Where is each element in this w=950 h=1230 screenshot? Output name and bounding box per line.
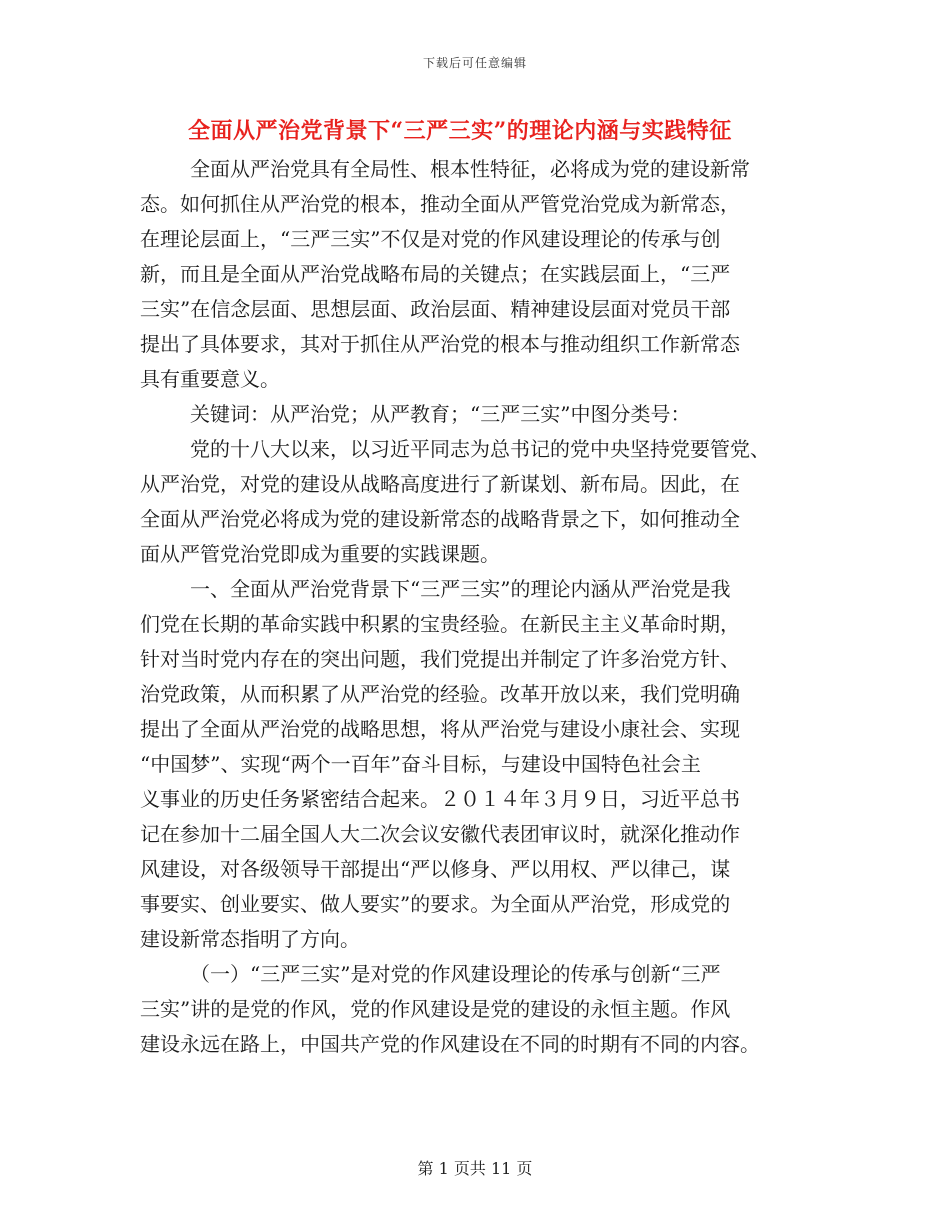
text-line: 新，而且是全面从严治党战略布局的关键点；在实践层面上，“三严 xyxy=(140,262,731,286)
text-line: 记在参加十二届全国人大二次会议安徽代表团审议时，就深化推动作 xyxy=(140,822,740,846)
text-line: 建设永远在路上，中国共产党的作风建设在不同的时期有不同的内容。 xyxy=(140,1032,760,1056)
text-line: 一、全面从严治党背景下“三严三实”的理论内涵从严治党是我 xyxy=(190,577,731,601)
text-line: 面从严管党治党即成为重要的实践课题。 xyxy=(140,542,500,566)
page-number: 第 1 页共 11 页 xyxy=(417,1159,533,1178)
text-line: 三实”在信念层面、思想层面、政治层面、精神建设层面对党员干部 xyxy=(140,297,731,321)
text-line: 们党在长期的革命实践中积累的宝贵经验。在新民主主义革命时期， xyxy=(140,612,740,636)
text-line: 三实”讲的是党的作风，党的作风建设是党的建设的永恒主题。作风 xyxy=(140,997,731,1021)
text-line: “中国梦”、实现“两个一百年”奋斗目标，与建设中国特色社会主 xyxy=(140,752,701,776)
text-line: 态。如何抓住从严治党的根本，推动全面从严管党治党成为新常态， xyxy=(140,192,740,216)
text-line: 建设新常态指明了方向。 xyxy=(140,927,360,951)
text-line: 事要实、创业要实、做人要实”的要求。为全面从严治党，形成党的 xyxy=(140,892,731,916)
text-line: 具有重要意义。 xyxy=(140,367,280,391)
text-line: 风建设，对各级领导干部提出“严以修身、严以用权、严以律己，谋 xyxy=(140,857,731,881)
text-line: 治党政策，从而积累了从严治党的经验。改革开放以来，我们党明确 xyxy=(140,682,740,706)
page-header-note: 下载后可任意编辑 xyxy=(422,56,527,70)
text-line: 提出了全面从严治党的战略思想，将从严治党与建设小康社会、实现 xyxy=(140,717,740,741)
text-line: 提出了具体要求，其对于抓住从严治党的根本与推动组织工作新常态 xyxy=(140,332,740,356)
text-line: （一）“三严三实”是对党的作风建设理论的传承与创新“三严 xyxy=(190,962,721,986)
text-line: 从严治党，对党的建设从战略高度进行了新谋划、新布局。因此，在 xyxy=(140,472,740,496)
text-line: 全面从严治党具有全局性、根本性特征，必将成为党的建设新常 xyxy=(190,157,750,181)
text-line: 在理论层面上，“三严三实”不仅是对党的作风建设理论的传承与创 xyxy=(140,227,721,251)
text-line: 全面从严治党必将成为党的建设新常态的战略背景之下，如何推动全 xyxy=(140,507,740,531)
document-title: 全面从严治党背景下“三严三实”的理论内涵与实践特征 xyxy=(188,118,732,144)
text-line: 党的十八大以来，以习近平同志为总书记的党中央坚持党要管党、 xyxy=(190,437,770,461)
document-body xyxy=(140,152,805,1062)
text-line: 针对当时党内存在的突出问题，我们党提出并制定了许多治党方针、 xyxy=(140,647,740,671)
text-line: 义事业的历史任务紧密结合起来。２０１４年３月９日，习近平总书 xyxy=(140,787,740,811)
text-line: 关键词：从严治党；从严教育；“三严三实”中图分类号： xyxy=(190,402,691,426)
